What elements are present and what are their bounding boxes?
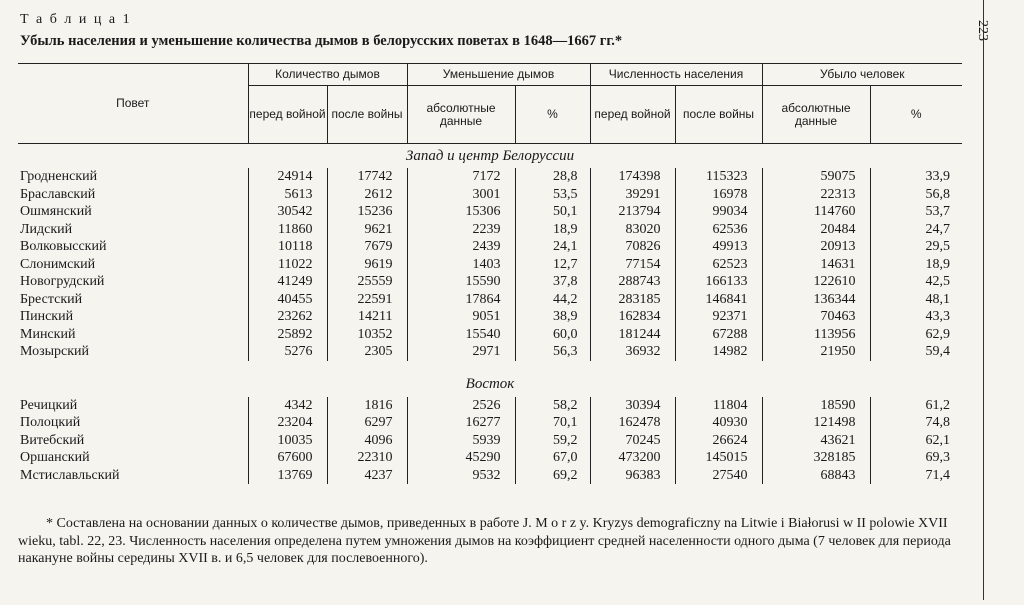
smoke-before: 11860 bbox=[248, 221, 327, 239]
pop-before: 36932 bbox=[590, 343, 675, 361]
footnote: * Составлена на основании данных о количестве дымов, приведенных в работе J. M o r z y. Kryzys demograficzny na Litwie i Białorusi w II polowie XVII wieku, tabl. 22, 23. Численность населения определена путем умножения дымов на коэффициент средней населенности одного дыма (7 человек для периода накануне войны середины XVII в. и 6,5 человек для послевоенного). bbox=[18, 516, 951, 566]
table-row bbox=[18, 221, 962, 239]
table-row bbox=[18, 168, 962, 186]
table-row bbox=[18, 273, 962, 291]
lost-pct: 62,1 bbox=[870, 432, 962, 450]
lost-abs: 22313 bbox=[762, 186, 870, 204]
smoke-before: 67600 bbox=[248, 449, 327, 467]
smoke-after: 6297 bbox=[327, 414, 407, 432]
section-gap bbox=[18, 361, 962, 373]
table-row bbox=[18, 308, 962, 326]
smoke-before: 40455 bbox=[248, 291, 327, 309]
section-title: Запад и центр Белоруссии bbox=[405, 147, 575, 164]
lost-pct: 48,1 bbox=[870, 291, 962, 309]
lost-pct: 18,9 bbox=[870, 256, 962, 274]
lost-abs: 14631 bbox=[762, 256, 870, 274]
lost-abs: 43621 bbox=[762, 432, 870, 450]
pop-after: 62536 bbox=[675, 221, 762, 239]
povet-name: Речицкий bbox=[20, 397, 78, 413]
lost-pct: 29,5 bbox=[870, 238, 962, 256]
pop-before: 83020 bbox=[590, 221, 675, 239]
decrease-pct: 18,9 bbox=[515, 221, 590, 239]
decrease-abs: 9051 bbox=[407, 308, 515, 326]
pop-after: 49913 bbox=[675, 238, 762, 256]
decrease-abs: 2239 bbox=[407, 221, 515, 239]
lost-abs: 136344 bbox=[762, 291, 870, 309]
lost-pct: 71,4 bbox=[870, 467, 962, 485]
pop-before: 473200 bbox=[590, 449, 675, 467]
smoke-before: 10035 bbox=[248, 432, 327, 450]
pop-after: 166133 bbox=[675, 273, 762, 291]
povet-name: Мстиславльский bbox=[20, 467, 120, 483]
pop-after: 40930 bbox=[675, 414, 762, 432]
povet-name: Новогрудский bbox=[20, 274, 105, 290]
smoke-after: 9621 bbox=[327, 221, 407, 239]
povet-name: Брестский bbox=[20, 291, 83, 307]
smoke-before: 5613 bbox=[248, 186, 327, 204]
lost-pct: 56,8 bbox=[870, 186, 962, 204]
header-smoke-decrease: Уменьшение дымов bbox=[407, 64, 590, 86]
pop-after: 145015 bbox=[675, 449, 762, 467]
pop-before: 70245 bbox=[590, 432, 675, 450]
pop-before: 162478 bbox=[590, 414, 675, 432]
table-title: Убыль населения и уменьшение количества дымов в белорусских поветах в 1648—1667 гг.* bbox=[20, 33, 623, 49]
lost-abs: 20484 bbox=[762, 221, 870, 239]
lost-abs: 68843 bbox=[762, 467, 870, 485]
table-row bbox=[18, 449, 962, 467]
pop-before: 70826 bbox=[590, 238, 675, 256]
povet-name: Слонимский bbox=[20, 256, 96, 272]
povet-name: Волковысский bbox=[20, 239, 107, 255]
povet-name: Полоцкий bbox=[20, 415, 81, 431]
pop-after: 14982 bbox=[675, 343, 762, 361]
lost-pct: 53,7 bbox=[870, 203, 962, 221]
decrease-abs: 2439 bbox=[407, 238, 515, 256]
smoke-before: 4342 bbox=[248, 397, 327, 415]
table-row bbox=[18, 414, 962, 432]
table-row bbox=[18, 238, 962, 256]
povet-name: Браславский bbox=[20, 186, 96, 202]
table-row bbox=[18, 291, 962, 309]
smoke-after: 2305 bbox=[327, 343, 407, 361]
lost-pct: 42,5 bbox=[870, 273, 962, 291]
pop-before: 162834 bbox=[590, 308, 675, 326]
section-title: Восток bbox=[465, 376, 515, 392]
table-row bbox=[18, 343, 962, 361]
decrease-abs: 15540 bbox=[407, 326, 515, 344]
smoke-after: 25559 bbox=[327, 273, 407, 291]
smoke-before: 13769 bbox=[248, 467, 327, 485]
pop-after: 115323 bbox=[675, 168, 762, 186]
table-row bbox=[18, 186, 962, 204]
decrease-pct: 12,7 bbox=[515, 256, 590, 274]
decrease-pct: 58,2 bbox=[515, 397, 590, 415]
table-row bbox=[18, 467, 962, 485]
smoke-after: 2612 bbox=[327, 186, 407, 204]
decrease-abs: 17864 bbox=[407, 291, 515, 309]
povet-name: Ошмянский bbox=[20, 204, 92, 220]
section-heading-row bbox=[18, 373, 962, 397]
section-heading-row bbox=[18, 144, 962, 168]
lost-pct: 33,9 bbox=[870, 168, 962, 186]
header-population: Численность населения bbox=[590, 64, 762, 86]
pop-after: 67288 bbox=[675, 326, 762, 344]
decrease-abs: 2971 bbox=[407, 343, 515, 361]
decrease-abs: 15306 bbox=[407, 203, 515, 221]
smoke-before: 10118 bbox=[248, 238, 327, 256]
povet-name: Оршанский bbox=[20, 450, 90, 466]
decrease-pct: 60,0 bbox=[515, 326, 590, 344]
table-row bbox=[18, 326, 962, 344]
decrease-pct: 70,1 bbox=[515, 414, 590, 432]
lost-abs: 59075 bbox=[762, 168, 870, 186]
decrease-abs: 16277 bbox=[407, 414, 515, 432]
header-smoke-count: Количество дымов bbox=[248, 64, 407, 86]
smoke-after: 1816 bbox=[327, 397, 407, 415]
header-before-war: перед войной bbox=[248, 86, 327, 144]
header-before-war: перед войной bbox=[590, 86, 675, 144]
table-row bbox=[18, 203, 962, 221]
pop-before: 213794 bbox=[590, 203, 675, 221]
povet-name: Минский bbox=[20, 326, 76, 342]
lost-abs: 113956 bbox=[762, 326, 870, 344]
lost-pct: 43,3 bbox=[870, 308, 962, 326]
smoke-before: 23262 bbox=[248, 308, 327, 326]
smoke-before: 23204 bbox=[248, 414, 327, 432]
smoke-before: 30542 bbox=[248, 203, 327, 221]
header-povet: Повет bbox=[116, 96, 150, 110]
pop-before: 181244 bbox=[590, 326, 675, 344]
decrease-abs: 2526 bbox=[407, 397, 515, 415]
page-number: 223 bbox=[975, 20, 990, 41]
table-row bbox=[18, 397, 962, 415]
smoke-after: 10352 bbox=[327, 326, 407, 344]
decrease-abs: 9532 bbox=[407, 467, 515, 485]
pop-before: 174398 bbox=[590, 168, 675, 186]
decrease-abs: 45290 bbox=[407, 449, 515, 467]
pop-after: 92371 bbox=[675, 308, 762, 326]
pop-after: 11804 bbox=[675, 397, 762, 415]
povet-name: Лидский bbox=[20, 221, 73, 237]
smoke-after: 17742 bbox=[327, 168, 407, 186]
povet-name: Витебский bbox=[20, 432, 85, 448]
header-absolute: абсолютные данные bbox=[762, 86, 870, 144]
decrease-pct: 28,8 bbox=[515, 168, 590, 186]
decrease-pct: 56,3 bbox=[515, 343, 590, 361]
smoke-before: 25892 bbox=[248, 326, 327, 344]
pop-before: 30394 bbox=[590, 397, 675, 415]
pop-before: 96383 bbox=[590, 467, 675, 485]
pop-after: 99034 bbox=[675, 203, 762, 221]
header-people-lost: Убыло человек bbox=[762, 64, 962, 86]
smoke-before: 5276 bbox=[248, 343, 327, 361]
decrease-pct: 53,5 bbox=[515, 186, 590, 204]
povet-name: Гродненский bbox=[20, 169, 98, 185]
smoke-after: 14211 bbox=[327, 308, 407, 326]
decrease-pct: 24,1 bbox=[515, 238, 590, 256]
smoke-before: 11022 bbox=[248, 256, 327, 274]
lost-abs: 70463 bbox=[762, 308, 870, 326]
smoke-after: 9619 bbox=[327, 256, 407, 274]
smoke-after: 4237 bbox=[327, 467, 407, 485]
table-caption: Т а б л и ц а 1 bbox=[20, 12, 132, 27]
pop-before: 39291 bbox=[590, 186, 675, 204]
povet-name: Мозырский bbox=[20, 344, 90, 360]
decrease-abs: 3001 bbox=[407, 186, 515, 204]
lost-pct: 59,4 bbox=[870, 343, 962, 361]
decrease-pct: 38,9 bbox=[515, 308, 590, 326]
decrease-pct: 44,2 bbox=[515, 291, 590, 309]
decrease-abs: 7172 bbox=[407, 168, 515, 186]
decrease-pct: 67,0 bbox=[515, 449, 590, 467]
decrease-abs: 15590 bbox=[407, 273, 515, 291]
page-edge-rule bbox=[983, 0, 984, 600]
povet-name: Пинский bbox=[20, 309, 74, 325]
lost-pct: 74,8 bbox=[870, 414, 962, 432]
header-after-war: после войны bbox=[327, 86, 407, 144]
lost-pct: 69,3 bbox=[870, 449, 962, 467]
lost-pct: 62,9 bbox=[870, 326, 962, 344]
lost-abs: 122610 bbox=[762, 273, 870, 291]
header-absolute: абсолютные данные bbox=[407, 86, 515, 144]
pop-after: 26624 bbox=[675, 432, 762, 450]
table-body bbox=[18, 144, 962, 484]
data-table bbox=[18, 63, 962, 484]
decrease-abs: 5939 bbox=[407, 432, 515, 450]
pop-before: 288743 bbox=[590, 273, 675, 291]
lost-abs: 121498 bbox=[762, 414, 870, 432]
pop-after: 27540 bbox=[675, 467, 762, 485]
smoke-after: 22310 bbox=[327, 449, 407, 467]
header-percent: % bbox=[870, 86, 962, 144]
lost-abs: 114760 bbox=[762, 203, 870, 221]
smoke-after: 22591 bbox=[327, 291, 407, 309]
lost-pct: 24,7 bbox=[870, 221, 962, 239]
lost-abs: 328185 bbox=[762, 449, 870, 467]
pop-before: 77154 bbox=[590, 256, 675, 274]
lost-abs: 21950 bbox=[762, 343, 870, 361]
header-percent: % bbox=[515, 86, 590, 144]
lost-abs: 18590 bbox=[762, 397, 870, 415]
decrease-abs: 1403 bbox=[407, 256, 515, 274]
header-after-war: после войны bbox=[675, 86, 762, 144]
lost-abs: 20913 bbox=[762, 238, 870, 256]
smoke-after: 15236 bbox=[327, 203, 407, 221]
smoke-before: 41249 bbox=[248, 273, 327, 291]
smoke-after: 4096 bbox=[327, 432, 407, 450]
lost-pct: 61,2 bbox=[870, 397, 962, 415]
pop-after: 16978 bbox=[675, 186, 762, 204]
table-row bbox=[18, 432, 962, 450]
pop-before: 283185 bbox=[590, 291, 675, 309]
smoke-before: 24914 bbox=[248, 168, 327, 186]
decrease-pct: 69,2 bbox=[515, 467, 590, 485]
smoke-after: 7679 bbox=[327, 238, 407, 256]
decrease-pct: 37,8 bbox=[515, 273, 590, 291]
pop-after: 62523 bbox=[675, 256, 762, 274]
table-row bbox=[18, 256, 962, 274]
decrease-pct: 50,1 bbox=[515, 203, 590, 221]
pop-after: 146841 bbox=[675, 291, 762, 309]
decrease-pct: 59,2 bbox=[515, 432, 590, 450]
